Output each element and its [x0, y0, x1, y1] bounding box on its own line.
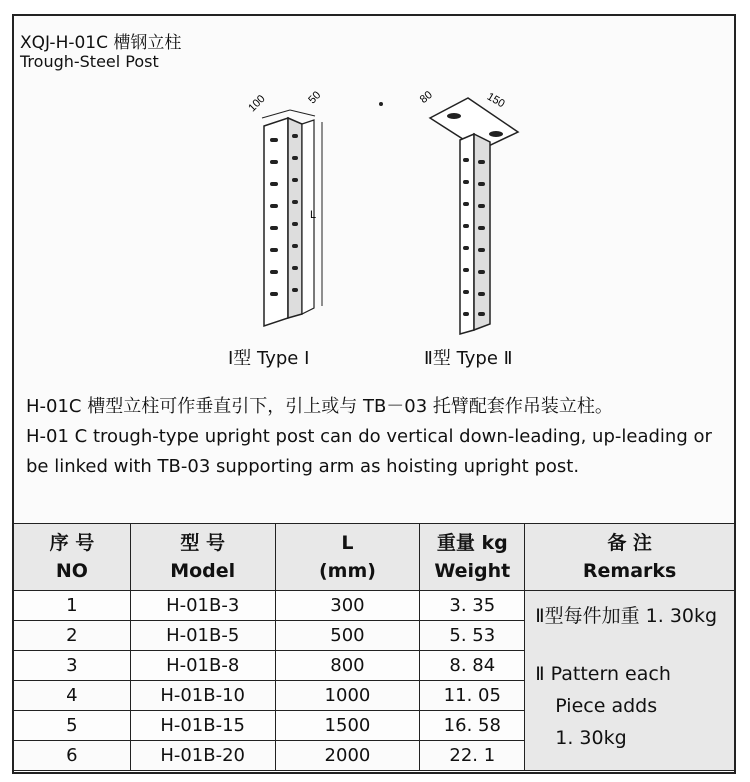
- cell-length: 800: [275, 651, 420, 681]
- remarks-en-line2: Piece adds: [555, 695, 658, 717]
- description-cn: H-01C 槽型立柱可作垂直引下，引上或与 TB－03 托臂配套作吊装立柱。: [26, 396, 613, 417]
- header-no: 序 号 NO: [14, 524, 131, 591]
- type1-length-label: L: [310, 209, 317, 221]
- remarks-en-line3: 1. 30kg: [555, 727, 627, 749]
- header-weight: 重量 kg Weight: [420, 524, 525, 591]
- cell-length: 2000: [275, 741, 420, 771]
- cell-length: 1500: [275, 711, 420, 741]
- cell-weight: 22. 1: [420, 741, 525, 771]
- cell-weight: 16. 58: [420, 711, 525, 741]
- cell-model: H-01B-5: [130, 621, 275, 651]
- type1-width-label: 100: [246, 92, 268, 115]
- cell-model: H-01B-10: [130, 681, 275, 711]
- cell-length: 300: [275, 591, 420, 621]
- remarks-en-line1: Ⅱ Pattern each: [535, 663, 671, 685]
- cell-weight: 5. 53: [420, 621, 525, 651]
- remarks-cell: [525, 591, 735, 771]
- cell-model: H-01B-8: [130, 651, 275, 681]
- header-remarks: 备 注 Remarks: [525, 524, 735, 591]
- spec-table: [13, 523, 735, 771]
- type2-drawing: [410, 84, 530, 338]
- table-row: [14, 591, 735, 621]
- type1-drawing: [240, 88, 340, 338]
- cell-model: H-01B-15: [130, 711, 275, 741]
- cell-no: 4: [14, 681, 131, 711]
- header-model: 型 号 Model: [130, 524, 275, 591]
- type2-caption: Ⅱ型 Type Ⅱ: [424, 348, 513, 369]
- description-en: H-01 C trough-type upright post can do vertical down-leading, up-leading or be linked with TB-03 supporting arm as hoisting upright post.: [26, 426, 712, 477]
- product-title: Trough-Steel Post: [20, 52, 159, 71]
- stray-mark: [379, 102, 383, 106]
- cell-no: 6: [14, 741, 131, 771]
- cell-weight: 11. 05: [420, 681, 525, 711]
- cell-weight: 8. 84: [420, 651, 525, 681]
- remarks-cn: Ⅱ型每件加重 1. 30kg: [535, 605, 718, 627]
- type1-caption: Ⅰ型 Type Ⅰ: [228, 348, 310, 369]
- cell-no: 3: [14, 651, 131, 681]
- table-header-row: [14, 524, 735, 591]
- cell-weight: 3. 35: [420, 591, 525, 621]
- type2-plate-label: 150: [484, 90, 507, 111]
- cell-length: 500: [275, 621, 420, 651]
- cell-no: 5: [14, 711, 131, 741]
- cell-no: 2: [14, 621, 131, 651]
- type1-depth-label: 50: [306, 89, 324, 107]
- cell-model: H-01B-20: [130, 741, 275, 771]
- cell-model: H-01B-3: [130, 591, 275, 621]
- header-length: L (mm): [275, 524, 420, 591]
- cell-length: 1000: [275, 681, 420, 711]
- cell-no: 1: [14, 591, 131, 621]
- type2-width-label: 80: [417, 88, 435, 106]
- product-code: XQJ-H-01C 槽钢立柱: [20, 33, 182, 53]
